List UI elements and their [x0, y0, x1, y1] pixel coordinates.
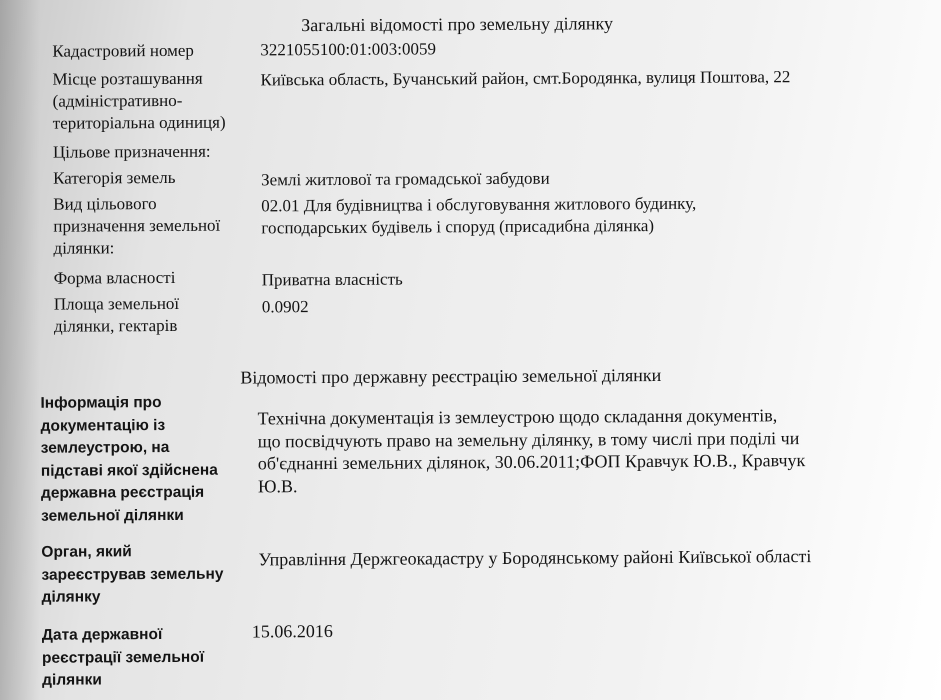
- section-registration-title: Відомості про державну реєстрацію земельної ділянки: [240, 364, 662, 388]
- label-cadastral-number: Кадастровий номер: [52, 40, 194, 61]
- label-location: Місце розташування (адміністративно- територіальна одиниця): [52, 68, 226, 133]
- value-land-category: Землі житлової та громадської забудови: [261, 168, 550, 190]
- value-documentation: Технічна документація із землеустрою щодо складання документів, що посвідчують право на земельну ділянку, в тому числі при поділі чи об'єднанні земельних ділянок, 30.06.2011;ФОП Кравчук Ю.В., Кравчук Ю.В.: [257, 405, 806, 496]
- section-general-title: Загальні відомості про земельну ділянку: [301, 13, 614, 36]
- label-ownership-form: Форма власності: [53, 267, 176, 288]
- label-registration-date: Дата державної реєстрації земельної ділянки: [41, 626, 205, 689]
- value-cadastral-number: 3221055100:01:003:0059: [260, 39, 437, 60]
- value-registration-date: 15.06.2016: [251, 620, 333, 642]
- value-registering-authority: Управління Держгеокадастру у Бородянському районі Київської області: [258, 546, 812, 570]
- label-area: Площа земельної ділянки, гектарів: [53, 293, 180, 336]
- label-land-category: Категорія земель: [53, 167, 176, 188]
- label-registering-authority: Орган, який зареєстрував земельну ділянку: [41, 543, 224, 606]
- label-documentation: Інформація про документацію із землеустрою, на підставі якої здійснена державна реєстрація земельної ділянки: [40, 394, 218, 525]
- value-location: Київська область, Бучанський район, смт.Бородянка, вулиця Поштова, 22: [260, 67, 791, 90]
- label-purpose: Цільове призначення:: [52, 141, 211, 162]
- label-purpose-type: Вид цільового призначення земельної ділянки:: [53, 194, 221, 258]
- value-purpose-type: 02.01 Для будівництва і обслуговування житлового будинку, господарських будівель і споруд (присадибна ділянка): [261, 193, 697, 238]
- value-ownership-form: Приватна власність: [261, 269, 403, 290]
- value-area: 0.0902: [261, 297, 309, 317]
